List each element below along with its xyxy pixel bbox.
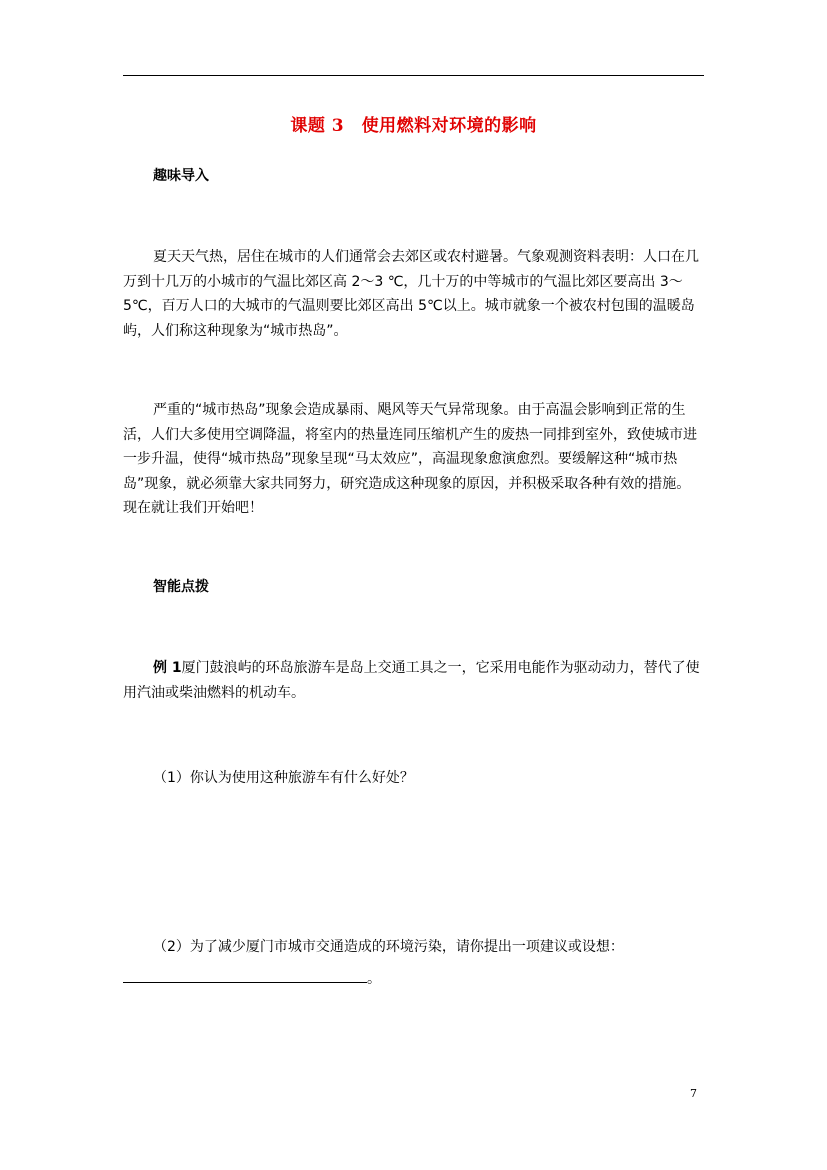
answer-blank <box>123 968 381 988</box>
example-text: 厦门鼓浪屿的环岛旅游车是岛上交通工具之一，它采用电能作为驱动动力，替代了使用汽油或柴油燃料的机动车。 <box>123 660 700 701</box>
example-paragraph <box>123 656 705 705</box>
intro-paragraph-2: 严重的“城市热岛”现象会造成暴雨、飓风等天气异常现象。由于高温会影响到正常的生活，人们大多使用空调降温，将室内的热量连同压缩机产生的废热一同排到室外，致使城市进一步升温，使得“城市热岛”现象呈现“马太效应”，高温现象愈演愈烈。要缓解这种“城市热岛”现象，就必须靠大家共同努力，研究造成这种现象的原因，并积极采取各种有效的措施。 现在就让我们开始吧！ <box>123 402 697 516</box>
header-rule <box>123 75 704 76</box>
example-label: 例 1 <box>153 660 182 676</box>
page-number: 7 <box>690 1087 697 1100</box>
skills-heading: 智能点拨 <box>153 579 209 595</box>
answer-end-mark: 。 <box>367 971 381 987</box>
intro-paragraph-1: 夏天天气热，居住在城市的人们通常会去郊区或农村避暑。气象观测资料表明：人口在几万到十几万的小城市的气温比郊区高 2～3 ℃，几十万的中等城市的气温比郊区要高出 3～5℃，百万人口的大城市的气温则要比郊区高出 5℃以上。城市就象一个被农村包围的温暖岛屿，人们称这种现象为“城市热岛”。 <box>123 249 699 339</box>
question-2: （2）为了减少厦门市城市交通造成的环境污染，请你提出一项建议或设想： <box>153 939 624 955</box>
intro-heading: 趣味导入 <box>153 168 209 184</box>
answer-underline <box>123 970 367 983</box>
page-title: 课题 3 使用燃料对环境的影响 <box>290 116 537 136</box>
question-1: （1）你认为使用这种旅游车有什么好处？ <box>153 770 414 786</box>
